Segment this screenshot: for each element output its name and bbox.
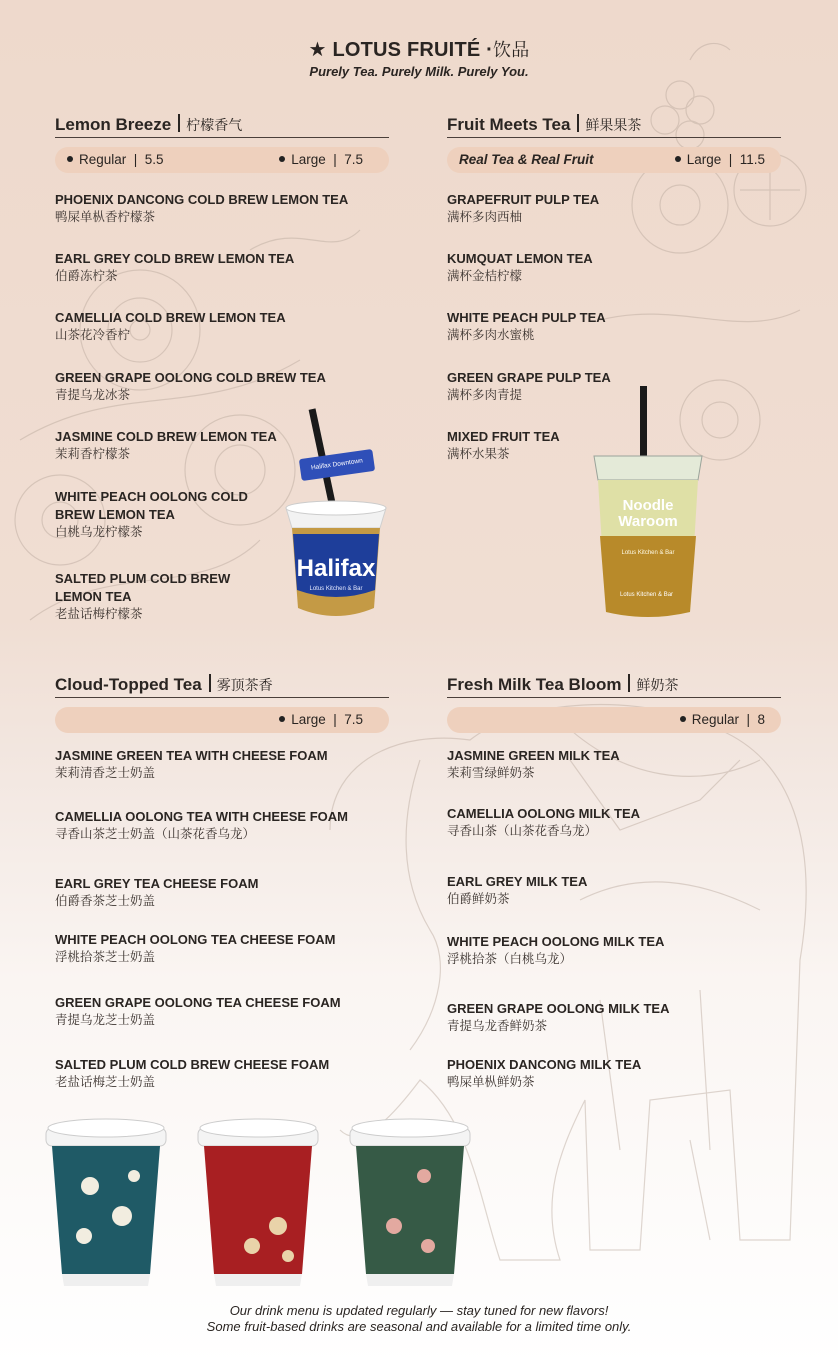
section-title-cn: 雾顶茶香 bbox=[216, 677, 273, 693]
bullet-icon bbox=[279, 716, 285, 722]
menu-item: CAMELLIA OOLONG TEA WITH CHEESE FOAM 寻香山茶芝士奶盖（山茶花香乌龙） bbox=[55, 809, 348, 841]
menu-item: EARL GREY TEA CHEESE FOAM 伯爵香茶芝士奶盖 bbox=[55, 876, 259, 908]
cup-tag-text: Halifax Downtown bbox=[310, 457, 364, 472]
menu-item: WHITE PEACH PULP TEA 满杯多肉水蜜桃 bbox=[447, 310, 606, 342]
star-icon: ★ bbox=[308, 39, 327, 61]
menu-item: GRAPEFRUIT PULP TEA 满杯多肉西柚 bbox=[447, 192, 600, 224]
menu-item: PHOENIX DANCONG MILK TEA 鸭屎单枞鲜奶茶 bbox=[447, 1057, 642, 1089]
price-large: Large | 11.5 bbox=[675, 152, 765, 167]
title-divider bbox=[209, 674, 211, 692]
menu-item: GREEN GRAPE PULP TEA 满杯多肉青提 bbox=[447, 370, 611, 402]
bullet-icon bbox=[675, 156, 681, 162]
bullet-icon bbox=[279, 156, 285, 162]
teal-floral-cup-image bbox=[40, 1106, 172, 1290]
price-bar bbox=[447, 147, 781, 173]
price-large: Large | 7.5 bbox=[279, 152, 363, 167]
cup-sub-text: Lotus Kitchen & Bar bbox=[309, 586, 363, 592]
menu-item: GREEN GRAPE OOLONG COLD BREW TEA 青提乌龙冰茶 bbox=[55, 370, 326, 402]
price-bar bbox=[447, 707, 781, 733]
red-floral-cup-image bbox=[192, 1106, 324, 1290]
menu-item: GREEN GRAPE OOLONG TEA CHEESE FOAM 青提乌龙芝士奶盖 bbox=[55, 995, 341, 1027]
brand-cn: 饮品 bbox=[493, 40, 530, 60]
menu-item: WHITE PEACH OOLONG COLD BREW LEMON TEA 白桃乌龙柠檬茶 bbox=[55, 489, 248, 539]
section-title-cn: 鲜奶茶 bbox=[636, 677, 679, 693]
cup-bottom-text: Lotus Kitchen & Bar bbox=[620, 592, 674, 598]
menu-item: SALTED PLUM COLD BREW LEMON TEA 老盐话梅柠檬茶 bbox=[55, 571, 231, 621]
menu-item: EARL GREY MILK TEA 伯爵鲜奶茶 bbox=[447, 874, 588, 906]
section-fresh-milk-tea bbox=[447, 674, 781, 1089]
bullet-icon bbox=[67, 156, 73, 162]
menu-item: CAMELLIA COLD BREW LEMON TEA 山茶花冷香柠 bbox=[55, 310, 286, 342]
title-divider bbox=[577, 114, 579, 132]
menu-item: JASMINE GREEN TEA WITH CHEESE FOAM 茉莉清香芝士奶盖 bbox=[55, 748, 328, 780]
cup-logo-bottom: Waroom bbox=[618, 513, 678, 530]
title-divider bbox=[628, 674, 630, 692]
cup-brand-text: Halifax bbox=[296, 555, 376, 582]
footer-note-1: Our drink menu is updated regularly — stay tuned for new flavors! bbox=[229, 1303, 609, 1318]
cup-small-text: Lotus Kitchen & Bar bbox=[621, 550, 675, 556]
menu-item: EARL GREY COLD BREW LEMON TEA 伯爵冻柠茶 bbox=[55, 251, 295, 283]
brand-name: LOTUS FRUITÉ bbox=[332, 39, 481, 61]
fruit-tea-cup-image bbox=[588, 386, 708, 622]
menu-item: MIXED FRUIT TEA 满杯水果茶 bbox=[447, 429, 560, 461]
footer-note-2: Some fruit-based drinks are seasonal and available for a limited time only. bbox=[206, 1319, 632, 1334]
title-separator: · bbox=[486, 39, 494, 61]
menu-item: WHITE PEACH OOLONG TEA CHEESE FOAM 浮桃拾茶芝士奶盖 bbox=[55, 932, 336, 964]
section-title: Fresh Milk Tea Bloom bbox=[447, 675, 622, 694]
menu-item: KUMQUAT LEMON TEA 满杯金桔柠檬 bbox=[447, 251, 593, 283]
bullet-icon bbox=[680, 716, 686, 722]
section-header bbox=[447, 114, 781, 138]
green-floral-cup-image bbox=[344, 1106, 476, 1290]
section-fruit-meets-tea bbox=[447, 114, 781, 461]
menu-item: JASMINE GREEN MILK TEA 茉莉雪绿鲜奶茶 bbox=[447, 748, 620, 780]
section-title-cn: 鲜果果茶 bbox=[585, 117, 642, 133]
title-divider bbox=[178, 114, 180, 132]
price-large: Large | 7.5 bbox=[279, 712, 363, 727]
section-title: Cloud-Topped Tea bbox=[55, 675, 202, 694]
menu-item: SALTED PLUM COLD BREW CHEESE FOAM 老盐话梅芝士奶盖 bbox=[55, 1057, 330, 1089]
section-cloud-topped-tea bbox=[55, 674, 389, 1089]
section-title-cn: 柠檬香气 bbox=[186, 117, 243, 133]
cup-logo-top: Noodle bbox=[622, 497, 674, 514]
section-title: Fruit Meets Tea bbox=[447, 115, 571, 134]
price-bar bbox=[55, 147, 389, 173]
section-header bbox=[55, 114, 389, 138]
section-header bbox=[55, 674, 389, 698]
section-title: Lemon Breeze bbox=[55, 115, 172, 134]
menu-item: PHOENIX DANCONG COLD BREW LEMON TEA 鸭屎单枞香柠檬茶 bbox=[55, 192, 349, 224]
tagline: Purely Tea. Purely Milk. Purely You. bbox=[309, 64, 529, 79]
menu-item: GREEN GRAPE OOLONG MILK TEA 青提乌龙香鲜奶茶 bbox=[447, 1001, 670, 1033]
menu-title bbox=[0, 36, 838, 62]
section-header bbox=[447, 674, 781, 698]
price-regular: Regular | 8 bbox=[680, 712, 765, 727]
price-note: Real Tea & Real Fruit bbox=[459, 152, 594, 167]
menu-item: WHITE PEACH OOLONG MILK TEA 浮桃拾茶（白桃乌龙） bbox=[447, 934, 665, 966]
menu-item: CAMELLIA OOLONG MILK TEA 寻香山茶（山茶花香乌龙） bbox=[447, 806, 641, 838]
price-bar bbox=[55, 707, 389, 733]
halifax-cup-image bbox=[276, 408, 396, 624]
price-regular: Regular | 5.5 bbox=[67, 152, 164, 167]
menu-item: JASMINE COLD BREW LEMON TEA 茉莉香柠檬茶 bbox=[55, 429, 277, 461]
